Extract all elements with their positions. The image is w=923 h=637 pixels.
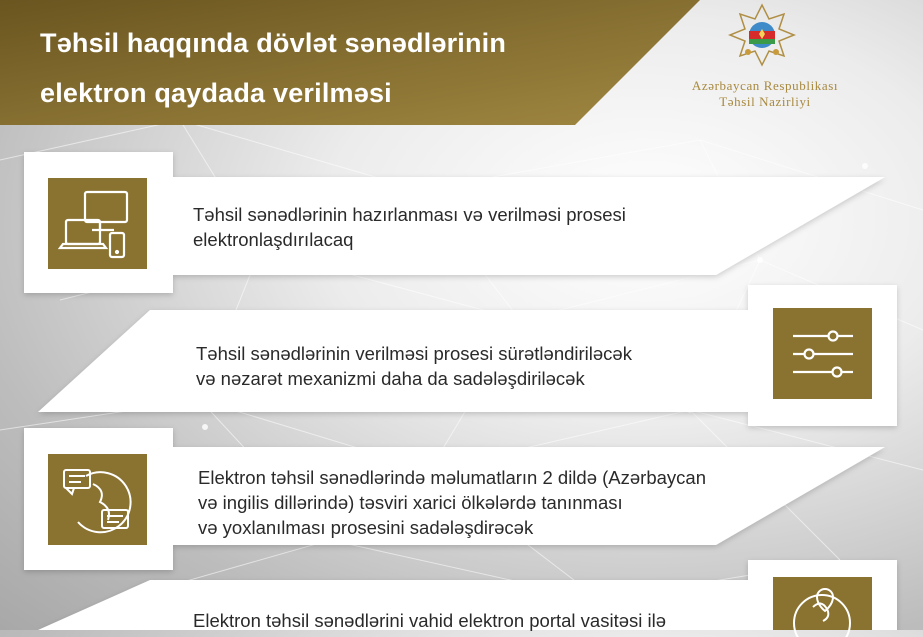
documents-globe-icon (48, 454, 147, 545)
item-2-text: Təhsil sənədlərinin verilməsi prosesi sürətləndiriləcək və nəzarət mexanizmi daha da sadələşdiriləcək (196, 343, 632, 389)
ministry-line1: Azərbaycan Respublikası (691, 78, 839, 93)
sliders-icon (773, 308, 872, 399)
devices-icon (48, 178, 147, 269)
item-4-text: Elektron təhsil sənədlərini vahid elektron portal vasitəsi ilə (193, 610, 667, 631)
ministry-line2: Təhsil Nazirliyi (719, 94, 811, 109)
item-3-text: Elektron təhsil sənədlərində məlumatların 2 dildə (Azərbaycan və ingilis dillərində) təsviri xarici ölkələrdə tanınması və yoxlanılması prosesini sadələşdirəcək (198, 467, 706, 538)
globe-location-icon (773, 577, 872, 637)
page-title-line1: Təhsil haqqında dövlət sənədlərinin (40, 28, 507, 58)
item-1-text: Təhsil sənədlərinin hazırlanması və verilməsi prosesi elektronlaşdırılacaq (193, 204, 626, 250)
page-title-line2: elektron qaydada verilməsi (40, 78, 392, 108)
